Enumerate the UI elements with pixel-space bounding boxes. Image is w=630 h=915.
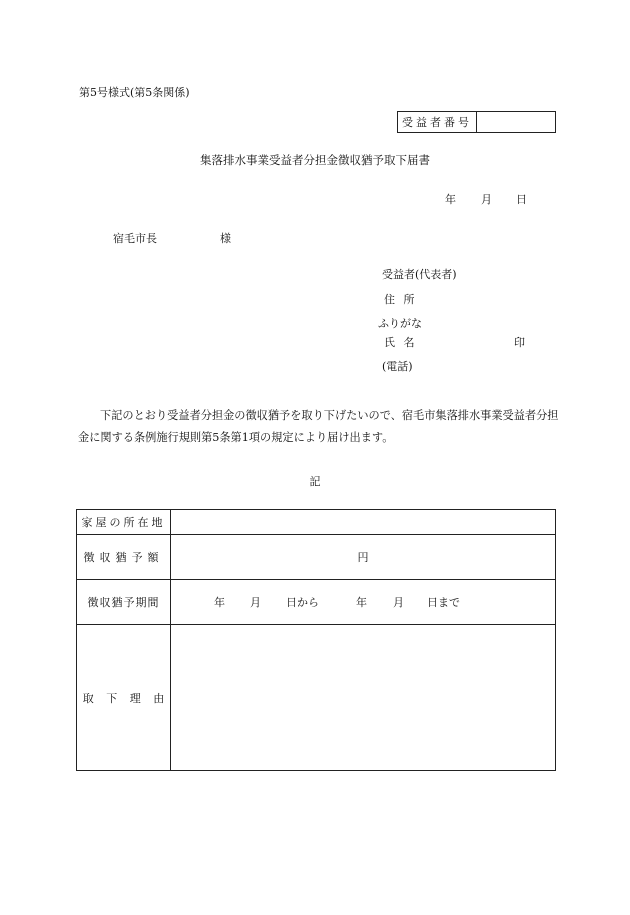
location-label: 家屋の所在地 — [77, 510, 171, 535]
applicant-address-label: 住 所 — [384, 293, 415, 306]
seal-mark: 印 — [514, 336, 525, 349]
applicant-phone-label: (電話) — [382, 360, 413, 373]
period-label: 徴収猶予期間 — [77, 580, 171, 625]
period-from-day: 日から — [286, 596, 319, 609]
date-day: 日 — [516, 193, 527, 206]
recipient-number-field[interactable] — [477, 112, 556, 133]
date-month: 月 — [481, 193, 492, 206]
period-to-month: 月 — [393, 596, 404, 609]
reason-field[interactable] — [171, 625, 556, 771]
applicant-heading: 受益者(代表者) — [382, 268, 457, 281]
applicant-name-label: 氏 名 — [384, 336, 415, 349]
body-paragraph: 下記のとおり受益者分担金の徴収猶予を取り下げたいので、宿毛市集落排水事業受益者分担金に関する条例施行規則第5条第1項の規定により届け出ます。 — [78, 409, 559, 444]
amount-field[interactable] — [171, 535, 556, 580]
applicant-furigana-label: ふりがな — [378, 317, 422, 330]
addressee-honorific: 様 — [220, 232, 231, 245]
recipient-number-label: 受益者番号 — [398, 112, 477, 133]
addressee-name: 宿毛市長 — [113, 232, 157, 245]
location-row — [77, 510, 556, 535]
ki-heading: 記 — [309, 475, 321, 488]
recipient-number-box — [397, 111, 556, 133]
period-row — [77, 580, 556, 625]
form-number: 第5号様式(第5条関係) — [79, 86, 190, 99]
location-field[interactable] — [171, 510, 556, 535]
details-table — [76, 509, 556, 771]
period-from-month: 月 — [250, 596, 261, 609]
period-field[interactable] — [171, 580, 556, 625]
period-to-year: 年 — [356, 596, 367, 609]
period-from-year: 年 — [214, 596, 225, 609]
amount-label: 徴収猶予額 — [77, 535, 171, 580]
amount-row — [77, 535, 556, 580]
reason-label: 取 下 理 由 — [77, 625, 171, 771]
date-year: 年 — [445, 193, 456, 206]
reason-row — [77, 625, 556, 771]
document-title: 集落排水事業受益者分担金徴収猶予取下届書 — [200, 153, 430, 167]
amount-unit: 円 — [357, 551, 369, 564]
period-to-day: 日まで — [427, 596, 460, 609]
